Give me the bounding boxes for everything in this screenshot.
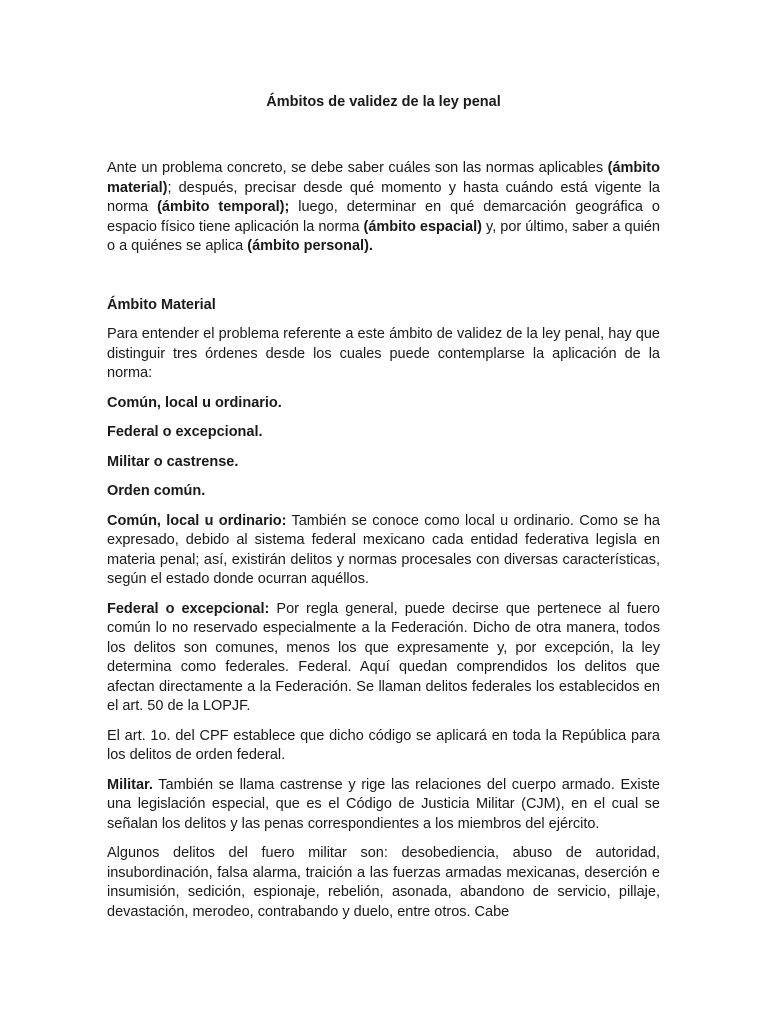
intro-text-1: Ante un problema concreto, se debe saber cuáles son las normas aplicables	[107, 160, 608, 176]
delitos-militares-paragraph: Algunos delitos del fuero militar son: desobediencia, abuso de autoridad, insubordinación, falsa alarma, traición a las fuerzas armadas mexicanas, deserción e insumisión, sedición, espionaje, rebelión, asonada, abandono de servicio, pillaje, devastación, merodeo, contrabando y duelo, entre otros. Cabe	[107, 845, 660, 920]
cpf-paragraph: El art. 1o. del CPF establece que dicho código se aplicará en toda la República para los delitos de orden federal.	[107, 727, 660, 763]
list-item-militar: Militar o castrense.	[107, 453, 239, 470]
militar-label: Militar.	[107, 776, 153, 793]
militar-text: También se llama castrense y rige las relaciones del cuerpo armado. Existe una legislación especial, que es el Código de Justicia Militar (CJM), en el cual se señalan los delitos y las penas correspondientes a los miembros del ejército.	[107, 776, 660, 832]
list-item-orden-comun: Orden común.	[107, 483, 206, 499]
list-item-comun: Común, local u ordinario.	[107, 394, 282, 411]
intro-bold-espacial: (ámbito espacial)	[363, 218, 482, 235]
intro-bold-temporal: (ámbito temporal);	[157, 199, 290, 215]
federal-text: Por regla general, puede decirse que pertenece al fuero común lo no reservado especialmente a la Federación. Dicho de otra manera, todos los delitos son comunes, menos los que expresamente y, por excepción, la ley determina como federales. Federal. Aquí quedan comprendidos los delitos que afectan directamente a la Federación. Se llaman delitos federales los establecidos en el art. 50 de la LOPJF.	[107, 600, 660, 714]
document-title: Ámbitos de validez de la ley penal	[266, 94, 501, 110]
intro-text-3: luego, determinar en qué demarcación geográfica o espacio físico tiene aplicación la norma	[107, 199, 660, 235]
intro-paragraph	[107, 159, 660, 257]
document-page	[107, 82, 660, 922]
comun-label: Común, local u ordinario:	[107, 512, 287, 529]
intro-bold-material: (ámbito material)	[107, 160, 660, 196]
comun-paragraph	[107, 512, 660, 590]
section-heading: Ámbito Material	[107, 296, 216, 313]
section-intro-paragraph: Para entender el problema referente a este ámbito de validez de la ley penal, hay que distinguir tres órdenes desde los cuales puede contemplarse la aplicación de la norma:	[107, 326, 660, 381]
intro-text-4: y, por último, saber a quién o a quiénes se aplica	[107, 218, 660, 254]
federal-paragraph	[107, 600, 660, 717]
intro-bold-personal: (ámbito personal).	[247, 238, 373, 254]
list-item-federal: Federal o excepcional.	[107, 424, 263, 440]
intro-text-2: ; después, precisar desde qué momento y hasta cuándo está vigente la norma	[107, 179, 660, 215]
militar-paragraph	[107, 776, 660, 835]
federal-label: Federal o excepcional:	[107, 600, 270, 617]
comun-text: También se conoce como local u ordinario. Como se ha expresado, debido al sistema federal mexicano cada entidad federativa legisla en materia penal; así, existirán delitos y normas procesales con diversas características, según el estado donde ocurran aquéllos.	[107, 512, 660, 587]
